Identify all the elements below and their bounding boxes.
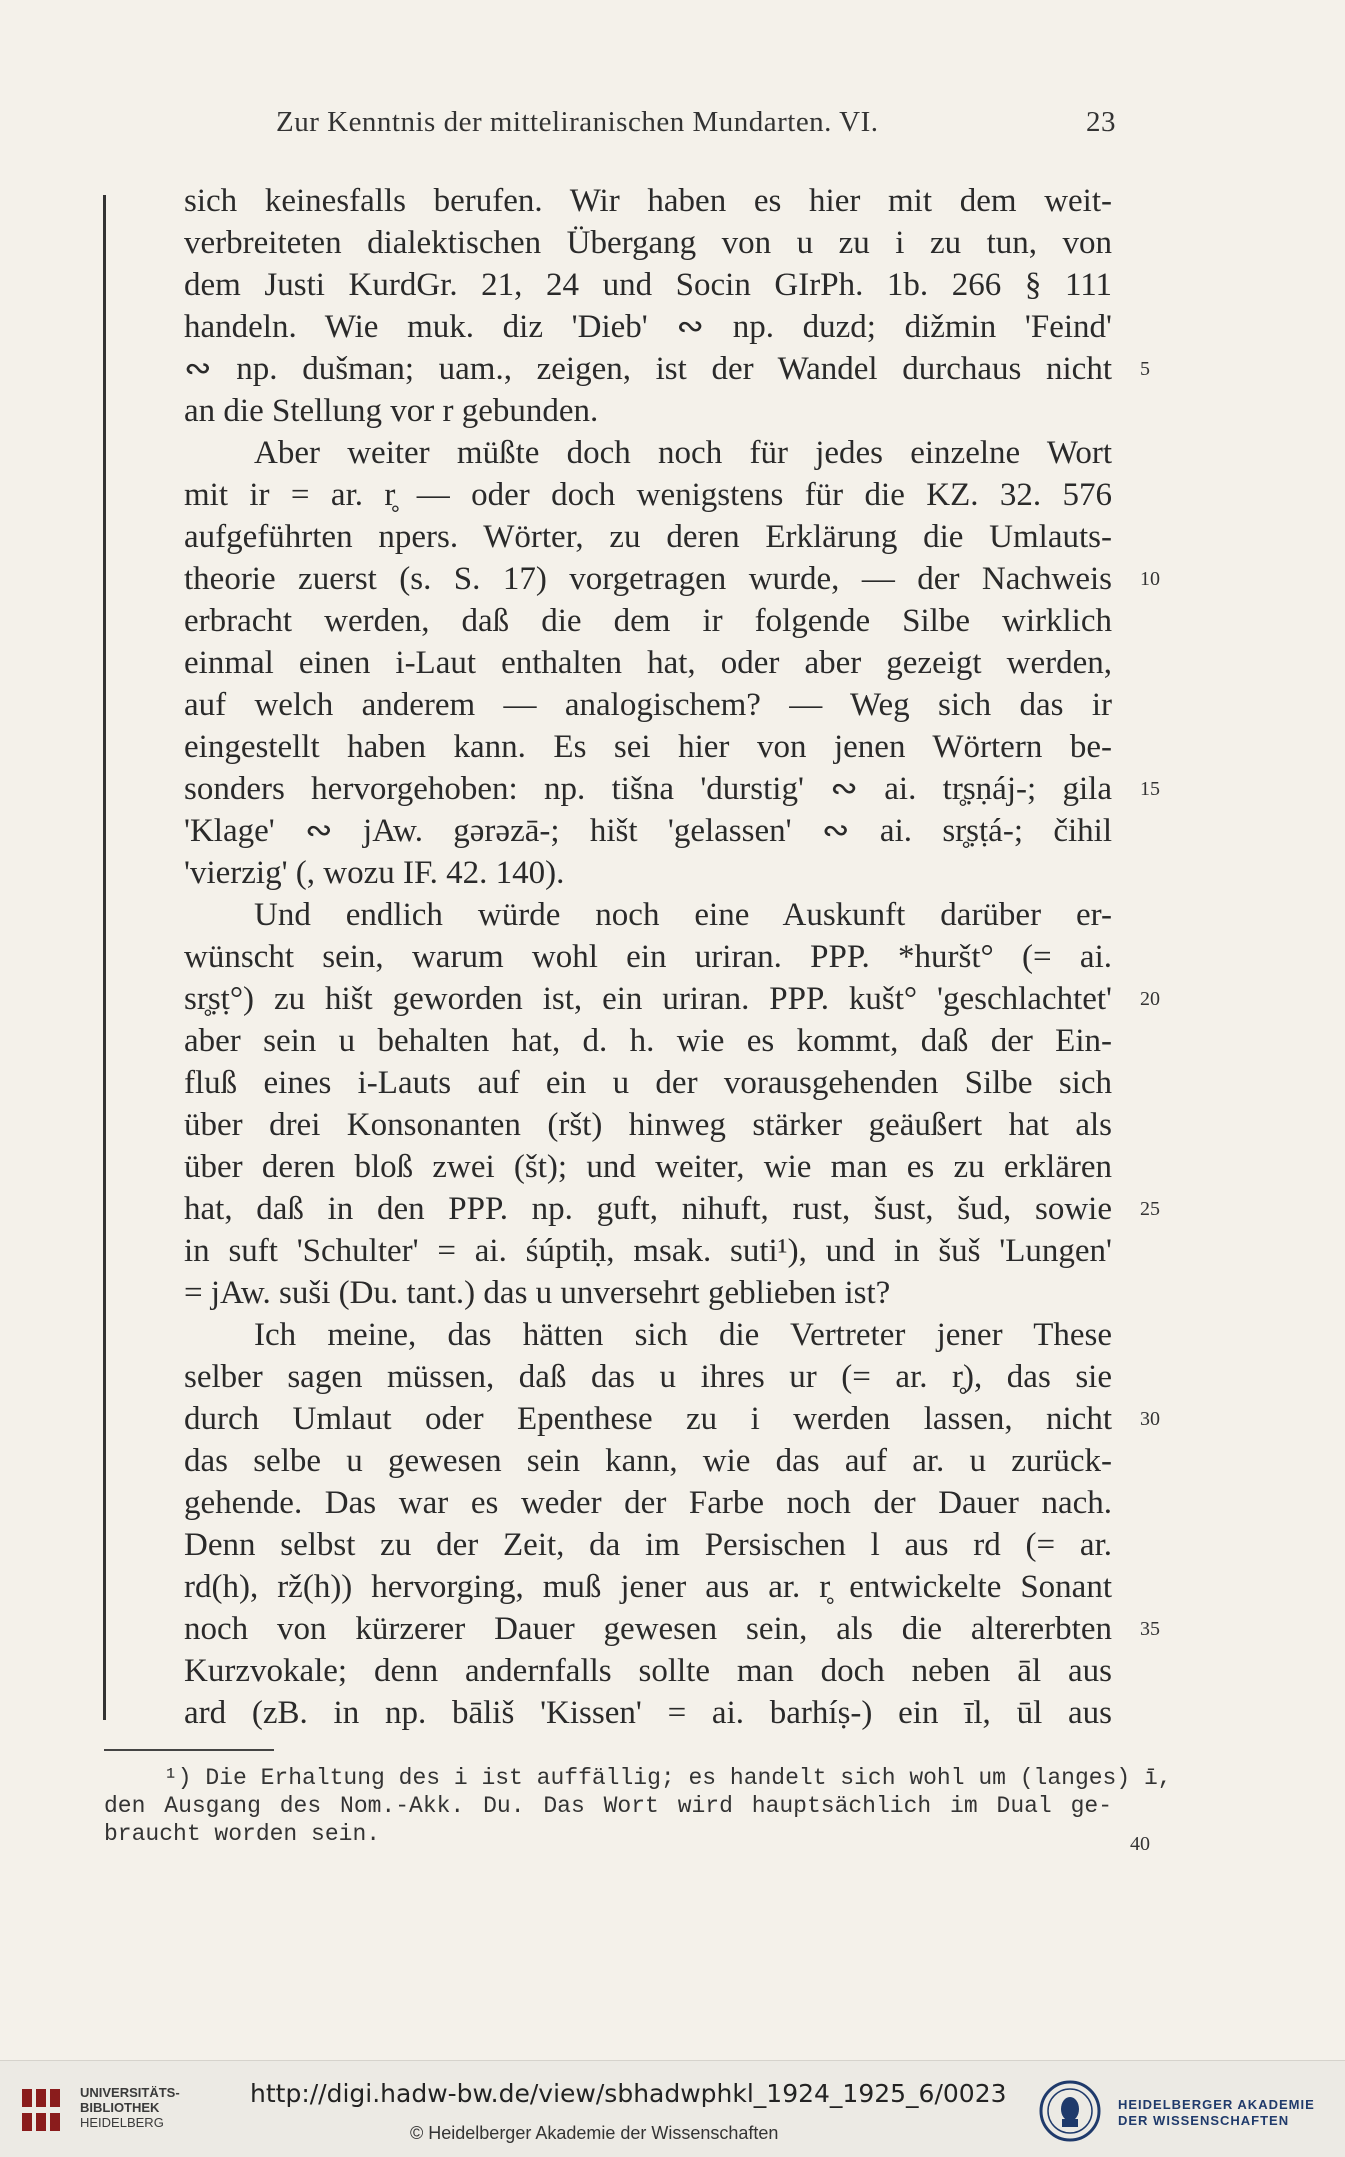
- footnote-line: braucht worden sein.: [104, 1821, 381, 1847]
- text-line: hat, daß in den PPP. np. guft, nihuft, rust, šust, šud, sowie: [184, 1191, 1112, 1227]
- text-line: mit ir = ar. r̥ — oder doch wenigstens für die KZ. 32. 576: [184, 477, 1112, 513]
- text-line: an die Stellung vor r gebunden.: [184, 393, 599, 429]
- text-line: sonders hervorgehoben: np. tišna 'durstig' ∾ ai. tr̥ṣṇáj-; gila: [184, 771, 1112, 807]
- text-line: ard (zB. in np. bāliš 'Kissen' = ai. barhíṣ-) ein īl, ūl aus: [184, 1695, 1112, 1731]
- library-name: UNIVERSITÄTS- BIBLIOTHEK HEIDELBERG: [80, 2085, 180, 2130]
- body-text: [184, 180, 1112, 1734]
- text-line: das selbe u gewesen sein kann, wie das auf ar. u zurück-: [184, 1443, 1112, 1479]
- text-line: gehende. Das war es weder der Farbe noch der Dauer nach.: [184, 1485, 1112, 1521]
- page-number: 23: [1086, 106, 1116, 138]
- footnote-line: den Ausgang des Nom.-Akk. Du. Das Wort wird hauptsächlich im Dual ge-: [104, 1793, 1112, 1819]
- text-line: fluß eines i-Lauts auf ein u der vorausgehenden Silbe sich: [184, 1065, 1112, 1101]
- text-line: einmal einen i-Laut enthalten hat, oder aber gezeigt werden,: [184, 645, 1112, 681]
- text-line: sr̥ṣṭ°) zu hišt geworden ist, ein uriran. PPP. kušt° 'geschlachtet': [184, 981, 1112, 1017]
- line-number: 40: [1130, 1833, 1150, 1855]
- text-line: eingestellt haben kann. Es sei hier von jenen Wörtern be-: [184, 729, 1112, 765]
- footnote-line: ¹) Die Erhaltung des i ist auffällig; es handelt sich wohl um (langes) ī,: [164, 1765, 1172, 1791]
- text-line: aber sein u behalten hat, d. h. wie es kommt, daß der Ein-: [184, 1023, 1112, 1059]
- text-line: Kurzvokale; denn andernfalls sollte man doch neben āl aus: [184, 1653, 1112, 1689]
- text-line: Aber weiter müßte doch noch für jedes einzelne Wort: [254, 435, 1112, 471]
- text-line: handeln. Wie muk. diz 'Dieb' ∾ np. duzd; dižmin 'Feind': [184, 309, 1112, 345]
- line-number: 25: [1140, 1198, 1160, 1220]
- text-line: sich keinesfalls berufen. Wir haben es hier mit dem weit-: [184, 183, 1112, 219]
- text-line: theorie zuerst (s. S. 17) vorgetragen wurde, — der Nachweis: [184, 561, 1112, 597]
- text-line: selber sagen müssen, daß das u ihres ur (= ar. r̥), das sie: [184, 1359, 1112, 1395]
- line-number: 10: [1140, 568, 1160, 590]
- text-line: über deren bloß zwei (št); und weiter, wie man es zu erklären: [184, 1149, 1112, 1185]
- text-line: ∾ np. dušman; uam., zeigen, ist der Wandel durchaus nicht: [184, 351, 1112, 387]
- text-line: = jAw. suši (Du. tant.) das u unversehrt geblieben ist?: [184, 1275, 891, 1311]
- text-line: über drei Konsonanten (ršt) hinweg stärker geäußert hat als: [184, 1107, 1112, 1143]
- text-line: dem Justi KurdGr. 21, 24 und Socin GIrPh. 1b. 266 § 111: [184, 267, 1112, 303]
- text-line: durch Umlaut oder Epenthese zu i werden lassen, nicht: [184, 1401, 1112, 1437]
- text-line: erbracht werden, daß die dem ir folgende Silbe wirklich: [184, 603, 1112, 639]
- text-line: in suft 'Schulter' = ai. śúptiḥ, msak. suti¹), und in šuš 'Lungen': [184, 1233, 1112, 1269]
- text-line: noch von kürzerer Dauer gewesen sein, als die altererbten: [184, 1611, 1112, 1647]
- text-line: aufgeführten npers. Wörter, zu deren Erklärung die Umlauts-: [184, 519, 1112, 555]
- line-number: 20: [1140, 988, 1160, 1010]
- text-line: wünscht sein, warum wohl ein uriran. PPP. *huršt° (= ai.: [184, 939, 1112, 975]
- text-line: Denn selbst zu der Zeit, da im Persischen l aus rd (= ar.: [184, 1527, 1112, 1563]
- viewer-footer: [0, 2060, 1345, 2157]
- copyright-notice: © Heidelberger Akademie der Wissenschaften: [410, 2123, 779, 2143]
- academy-name: HEIDELBERGER AKADEMIE DER WISSENSCHAFTEN: [1118, 2097, 1315, 2128]
- text-line: Und endlich würde noch eine Auskunft darüber er-: [254, 897, 1112, 933]
- text-line: Ich meine, das hätten sich die Vertreter jener These: [254, 1317, 1112, 1353]
- text-line: 'vierzig' (, wozu IF. 42. 140).: [184, 855, 565, 891]
- text-line: 'Klage' ∾ jAw. gərəzā-; hišt 'gelassen' ∾ ai. sr̥ṣṭá-; čihil: [184, 813, 1112, 849]
- university-library-logo-icon: [20, 2085, 76, 2135]
- running-title: Zur Kenntnis der mitteliranischen Mundarten. VI.: [276, 106, 879, 138]
- academy-seal-icon: [1038, 2079, 1102, 2143]
- text-line: auf welch anderem — analogischem? — Weg sich das ir: [184, 687, 1112, 723]
- line-number: 30: [1140, 1408, 1160, 1430]
- line-number: 5: [1140, 358, 1150, 380]
- line-number: 35: [1140, 1618, 1160, 1640]
- margin-rule: [103, 195, 106, 1720]
- text-line: rd(h), rž(h)) hervorging, muß jener aus ar. r̥ entwickelte Sonant: [184, 1569, 1112, 1605]
- line-number: 15: [1140, 778, 1160, 800]
- footnote-rule: [104, 1749, 274, 1751]
- text-line: verbreiteten dialektischen Übergang von u zu i zu tun, von: [184, 225, 1112, 261]
- permalink-url[interactable]: http://digi.hadw-bw.de/view/sbhadwphkl_1924_1925_6/0023: [250, 2079, 1007, 2108]
